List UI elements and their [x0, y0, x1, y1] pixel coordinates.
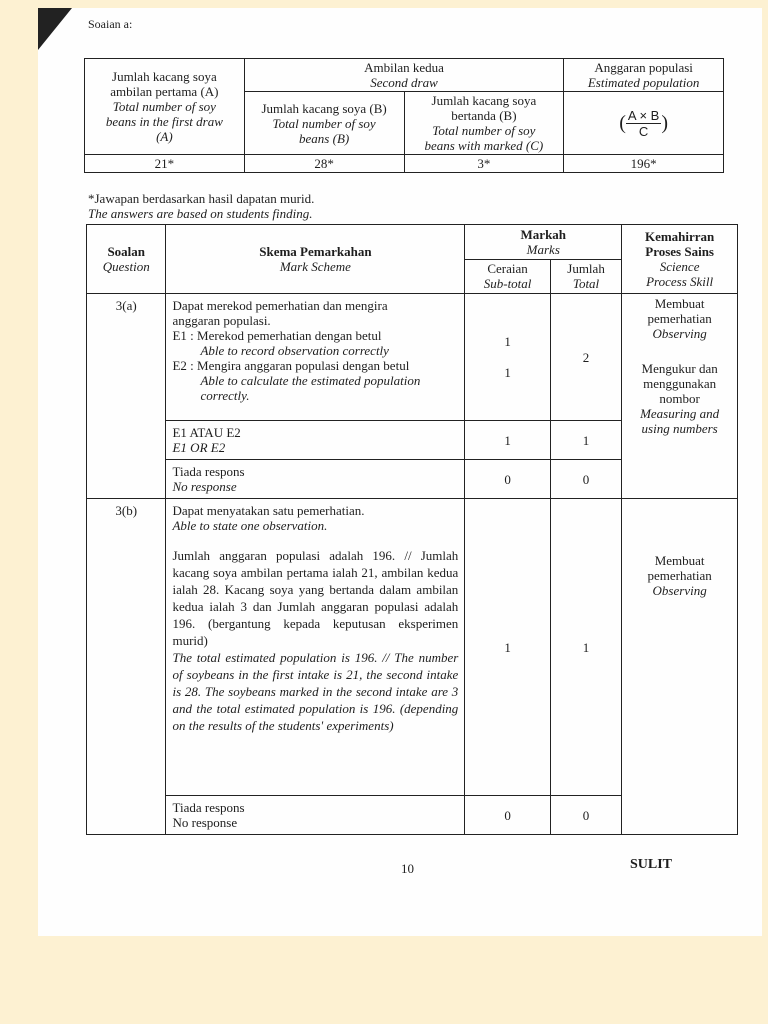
cell-text: 1	[504, 365, 511, 380]
skill-3b	[622, 499, 738, 835]
cell-text: Anggaran populasi	[594, 60, 693, 75]
cell-text: Mengukur dan	[641, 361, 718, 376]
cell-text: Observing	[652, 326, 707, 341]
cell-text: Estimated population	[587, 75, 700, 90]
question-header	[87, 225, 166, 294]
mark-scheme-table	[86, 224, 738, 835]
cell-text: Total number of soy	[272, 115, 376, 131]
cell-text: Jumlah	[567, 261, 605, 277]
cell-text: Total number of soy	[112, 99, 216, 114]
note-english: The answers are based on students finding.	[88, 206, 313, 221]
cell-text: E1 : Merekod pemerhatian dengan betul	[172, 328, 382, 343]
scheme-3b-no-response	[166, 796, 465, 835]
cell-text: pemerhatian	[647, 568, 712, 583]
cell-text: Total number of soy	[432, 123, 536, 138]
section-label: Soaian a:	[88, 17, 133, 31]
first-draw-header	[85, 59, 245, 155]
cell-text: Measuring and	[640, 406, 720, 421]
formula-cell: ( $\frac{A \times B}{C}$ )	[564, 92, 724, 155]
subtotal-3a-or: 1	[465, 421, 551, 460]
estimated-population-header	[564, 59, 724, 92]
second-draw-b-header	[244, 92, 404, 155]
cell-text: Dapat merekod pemerhatian dan mengira	[172, 298, 388, 313]
cell-text: No response	[172, 815, 238, 830]
value-a: 21*	[85, 155, 245, 173]
subtotal-3b-nr: 0	[465, 796, 551, 835]
cell-text: 1	[504, 334, 511, 349]
cell-text: Ambilan kedua	[364, 60, 444, 75]
cell-text: beans (B)	[299, 130, 350, 146]
page-number: 10	[401, 861, 414, 876]
marks-header	[465, 225, 622, 260]
value-c: 3*	[404, 155, 564, 173]
cell-text: E1 ATAU E2	[172, 425, 241, 440]
scheme-3b	[166, 499, 465, 796]
cell-text: Tiada respons	[172, 464, 245, 479]
cell-text: Dapat menyatakan satu pemerhatian.	[172, 503, 365, 518]
cell-text: (A)	[156, 129, 173, 144]
cell-text: anggaran populasi.	[172, 313, 271, 328]
scheme-3a	[166, 294, 465, 421]
formula-denominator: C	[638, 123, 649, 139]
cell-text: Able to record observation correctly	[200, 343, 389, 358]
total-3b: 1	[550, 499, 621, 796]
cell-text: Second draw	[370, 75, 438, 90]
scheme-3a-no-response	[166, 460, 465, 499]
subtotal-3b: 1	[465, 499, 551, 796]
cell-text: Total	[572, 276, 600, 292]
cell-text: Soalan	[107, 244, 146, 259]
skill-header	[622, 225, 738, 294]
value-b: 28*	[244, 155, 404, 173]
cell-text: correctly.	[200, 388, 250, 403]
cell-text: Question	[102, 259, 150, 274]
cell-text: Able to state one observation.	[172, 518, 328, 533]
cell-text: Skema Pemarkahan	[259, 244, 372, 259]
cell-text: E2 : Mengira anggaran populasi dengan betul	[172, 358, 410, 373]
cell-text: bertanda (B)	[451, 108, 517, 123]
formula-numerator: A × B	[627, 107, 660, 123]
subtotal-header	[465, 259, 551, 294]
cell-text: Jumlah kacang soya	[431, 93, 537, 108]
cell-text: Jumlah kacang soya	[112, 69, 217, 84]
sulit-label: SULIT	[630, 857, 673, 872]
cell-text: No response	[172, 479, 237, 494]
cell-text: Jumlah kacang soya (B)	[261, 100, 387, 116]
value-population: 196*	[564, 155, 724, 173]
cell-text: nombor	[659, 391, 700, 406]
cell-text: Membuat	[654, 296, 705, 311]
total-3a: 2	[550, 294, 621, 421]
cell-text: Ceraian	[487, 261, 528, 277]
total-header	[550, 259, 621, 294]
cell-text: menggunakan	[643, 376, 717, 391]
subtotal-3a	[465, 294, 551, 421]
second-draw-header	[244, 59, 564, 92]
cell-text: Science	[659, 259, 700, 274]
cell-text: using numbers	[641, 421, 718, 436]
cell-text: Mark Scheme	[279, 259, 351, 274]
subtotal-3a-nr: 0	[465, 460, 551, 499]
scheme-header	[166, 225, 465, 294]
cell-text: Marks	[526, 241, 560, 257]
question-3b: 3(b)	[87, 499, 166, 835]
cell-text: Kemahirran	[644, 229, 715, 244]
cell-text: Membuat	[654, 553, 705, 568]
question-3a: 3(a)	[87, 294, 166, 499]
cell-text: beans with marked (C)	[424, 138, 544, 153]
cell-text: The total estimated population is 196. // The number of soybeans in the first intake is 21, the second intake is 28. The soybeans marked in the second intake are 3 and the total estimated population is 196. (depending on the results of the students' experiments)	[172, 650, 459, 733]
scan-corner-shadow	[38, 8, 72, 50]
note-malay: *Jawapan berdasarkan hasil dapatan murid.	[88, 191, 315, 206]
total-3b-nr: 0	[550, 796, 621, 835]
scheme-3a-or	[166, 421, 465, 460]
cell-text: Process Skill	[646, 274, 714, 289]
cell-text: Able to calculate the estimated population	[200, 373, 421, 388]
total-3a-nr: 0	[550, 460, 621, 499]
marked-c-header	[404, 92, 564, 155]
cell-text: ambilan pertama (A)	[110, 84, 219, 99]
cell-text: Observing	[652, 583, 707, 598]
cell-text: Proses Sains	[645, 244, 714, 259]
total-3a-or: 1	[550, 421, 621, 460]
cell-text: beans in the first draw	[105, 114, 223, 129]
cell-text: pemerhatian	[647, 311, 712, 326]
cell-text: Markah	[520, 226, 567, 242]
cell-text: Jumlah anggaran populasi adalah 196. // Jumlah kacang soya ambilan pertama ialah 21, ambilan kedua ialah 28. Kacang soya yang bertanda dalam ambilan kedua ialah 3 dan Jumlah anggaran populasi adalah 196. (bergantung kepada keputusan eksperimen murid)	[172, 548, 459, 648]
population-table	[84, 58, 724, 173]
cell-text: E1 OR E2	[172, 440, 226, 455]
cell-text: Sub-total	[483, 276, 532, 292]
skill-3a	[622, 294, 738, 499]
cell-text: Tiada respons	[172, 800, 245, 815]
